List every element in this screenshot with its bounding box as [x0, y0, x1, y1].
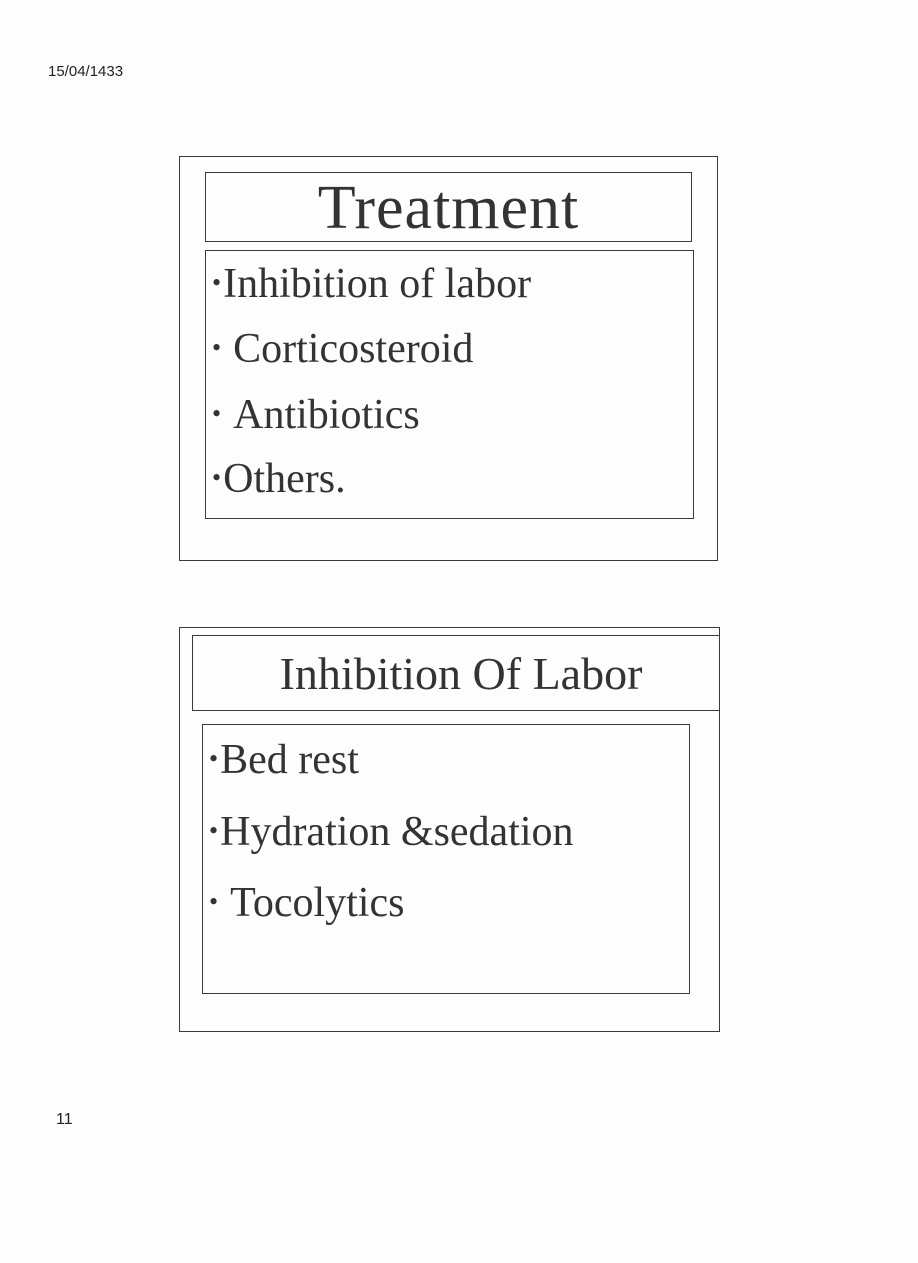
slide-content: [205, 250, 694, 519]
list-item-text: Hydration &sedation: [220, 809, 574, 855]
list-item-text: Tocolytics: [230, 880, 405, 926]
list-item: [209, 739, 359, 781]
list-item: [212, 458, 346, 500]
list-item-text: Bed rest: [220, 737, 359, 783]
slide-treatment: [179, 156, 718, 561]
list-item: [212, 263, 531, 305]
page-number: 11: [56, 1111, 73, 1128]
list-item-text: Corticosteroid: [233, 326, 474, 372]
bullet-icon: •: [212, 463, 222, 492]
list-item: [209, 811, 574, 853]
slide-title: Inhibition Of Labor: [192, 635, 720, 711]
slide-content: [202, 724, 690, 994]
bullet-icon: •: [212, 333, 222, 362]
bullet-icon: •: [212, 399, 222, 428]
bullet-icon: •: [209, 816, 219, 845]
list-item: [212, 394, 420, 436]
list-item: [209, 882, 404, 924]
bullet-icon: •: [209, 887, 219, 916]
list-item-text: Antibiotics: [233, 392, 420, 438]
list-item-text: Inhibition of labor: [223, 261, 532, 307]
list-item-text: Others.: [223, 456, 346, 502]
page-date: 15/04/1433: [48, 63, 124, 80]
list-item: [212, 328, 473, 370]
bullet-icon: •: [209, 744, 219, 773]
slide-inhibition-of-labor: [179, 627, 720, 1032]
bullet-icon: •: [212, 268, 222, 297]
slide-title: Treatment: [205, 172, 692, 242]
